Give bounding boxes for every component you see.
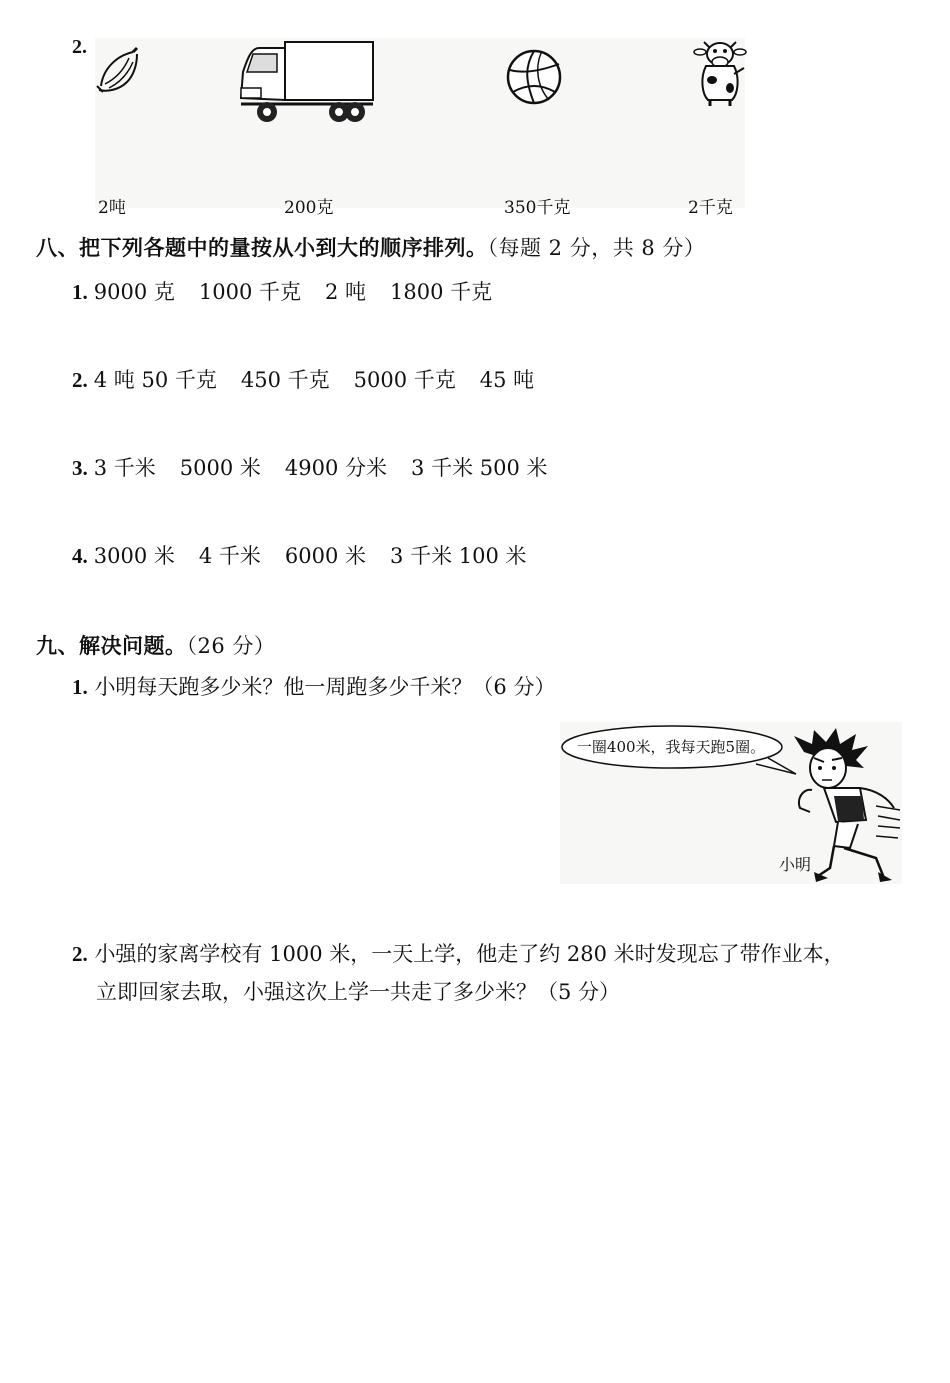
item-number: 3.: [72, 456, 88, 480]
item-number: 1.: [72, 280, 88, 304]
quantity: 4900 分米: [284, 456, 388, 480]
ordering-item: [72, 364, 534, 394]
quantity: 3 千米 100 米: [390, 544, 527, 568]
unit-label: 200克: [284, 198, 334, 218]
problem-line: [72, 973, 922, 1011]
quantity: 450 千克: [240, 368, 330, 392]
quantity: 4 吨 50 千克: [93, 368, 217, 392]
quantity: 5000 米: [179, 456, 261, 480]
cow-icon: [692, 34, 748, 108]
problem-line: [72, 935, 922, 973]
quantity: 2 吨: [325, 280, 367, 304]
picture-panel: [95, 38, 745, 208]
quantity: 1800 千克: [390, 280, 493, 304]
problem-text: 小强的家离学校有 1000 米，一天上学，他走了约 280 米时发现忘了带作业本，: [94, 942, 845, 966]
quantity: 1000 千克: [198, 280, 301, 304]
quantity: 4 千米: [198, 544, 261, 568]
problem-number: 2.: [72, 942, 88, 966]
section-title: 九、解决问题。: [36, 633, 187, 658]
volleyball-icon: [505, 48, 563, 106]
section-score-note: （每题 2 分，共 8 分）: [487, 236, 706, 260]
section-heading: [36, 630, 275, 660]
quantity: 6000 米: [284, 544, 367, 568]
section-heading: [36, 232, 705, 262]
speech-text: 一圈400米，我每天跑5圈。: [576, 738, 766, 756]
question-number: 2.: [72, 36, 87, 58]
section-score-note: （26 分）: [186, 634, 276, 658]
item-number: 4.: [72, 544, 88, 568]
bananas-icon: [93, 44, 145, 96]
quantity: 45 吨: [479, 368, 535, 392]
unit-label: 2千克: [688, 198, 733, 218]
truck-icon: [237, 38, 377, 128]
problem-text: 小明每天跑多少米？他一周跑多少千米？（6 分）: [94, 675, 556, 699]
ordering-item: [72, 276, 492, 306]
word-problem: [72, 668, 555, 706]
quantity: 5000 千克: [353, 368, 456, 392]
character-name: 小明: [779, 855, 812, 874]
problem-text: 立即回家去取，小强这次上学一共走了多少米？（5 分）: [96, 980, 621, 1004]
quantity: 3 千米 500 米: [411, 456, 548, 480]
ordering-item: [72, 452, 548, 482]
unit-label: 350千克: [504, 198, 571, 218]
section-title: 八、把下列各题中的量按从小到大的顺序排列。: [36, 235, 488, 260]
unit-label: 2吨: [98, 198, 126, 218]
problem-number: 1.: [72, 675, 88, 699]
quantity: 9000 克: [93, 280, 175, 304]
ordering-item: [72, 540, 527, 570]
item-number: 2.: [72, 368, 88, 392]
quantity: 3000 米: [93, 544, 175, 568]
word-problem: [72, 935, 922, 1011]
quantity: 3 千米: [93, 456, 156, 480]
